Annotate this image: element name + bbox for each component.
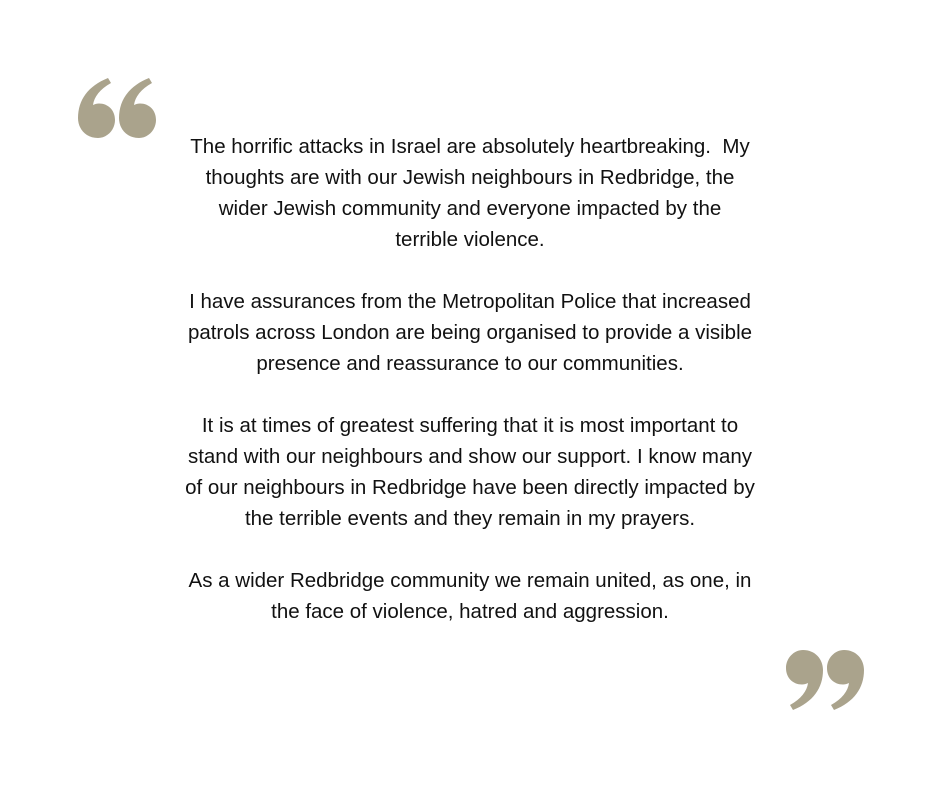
close-quote-icon — [784, 650, 864, 710]
statement-paragraph — [150, 410, 790, 534]
statement-line: presence and reassurance to our communities. — [256, 352, 684, 375]
statement-line: of our neighbours in Redbridge have been directly impacted by — [185, 476, 755, 499]
statement-line: wider Jewish community and everyone impacted by the — [218, 197, 722, 220]
statement-paragraph — [150, 565, 790, 627]
statement-paragraph — [150, 286, 790, 379]
statement-line: thoughts are with our Jewish neighbours in Redbridge, the — [205, 166, 735, 189]
statement-line: patrols across London are being organised to provide a visible — [187, 321, 753, 344]
statement-paragraph — [150, 131, 790, 255]
statement-line: As a wider Redbridge community we remain united, as one, in — [188, 569, 752, 592]
statement-line: the terrible events and they remain in my prayers. — [244, 507, 696, 530]
statement-line: the face of violence, hatred and aggression. — [271, 600, 669, 623]
statement-line: The horrific attacks in Israel are absolutely heartbreaking. My — [190, 135, 750, 158]
statement-line: I have assurances from the Metropolitan Police that increased — [189, 290, 751, 313]
statement-text — [150, 131, 790, 627]
statement-line: terrible violence. — [395, 228, 545, 251]
open-quote-icon — [78, 78, 158, 138]
statement-line: It is at times of greatest suffering that it is most important to — [201, 414, 739, 437]
statement-line: stand with our neighbours and show our support. I know many — [187, 445, 753, 468]
